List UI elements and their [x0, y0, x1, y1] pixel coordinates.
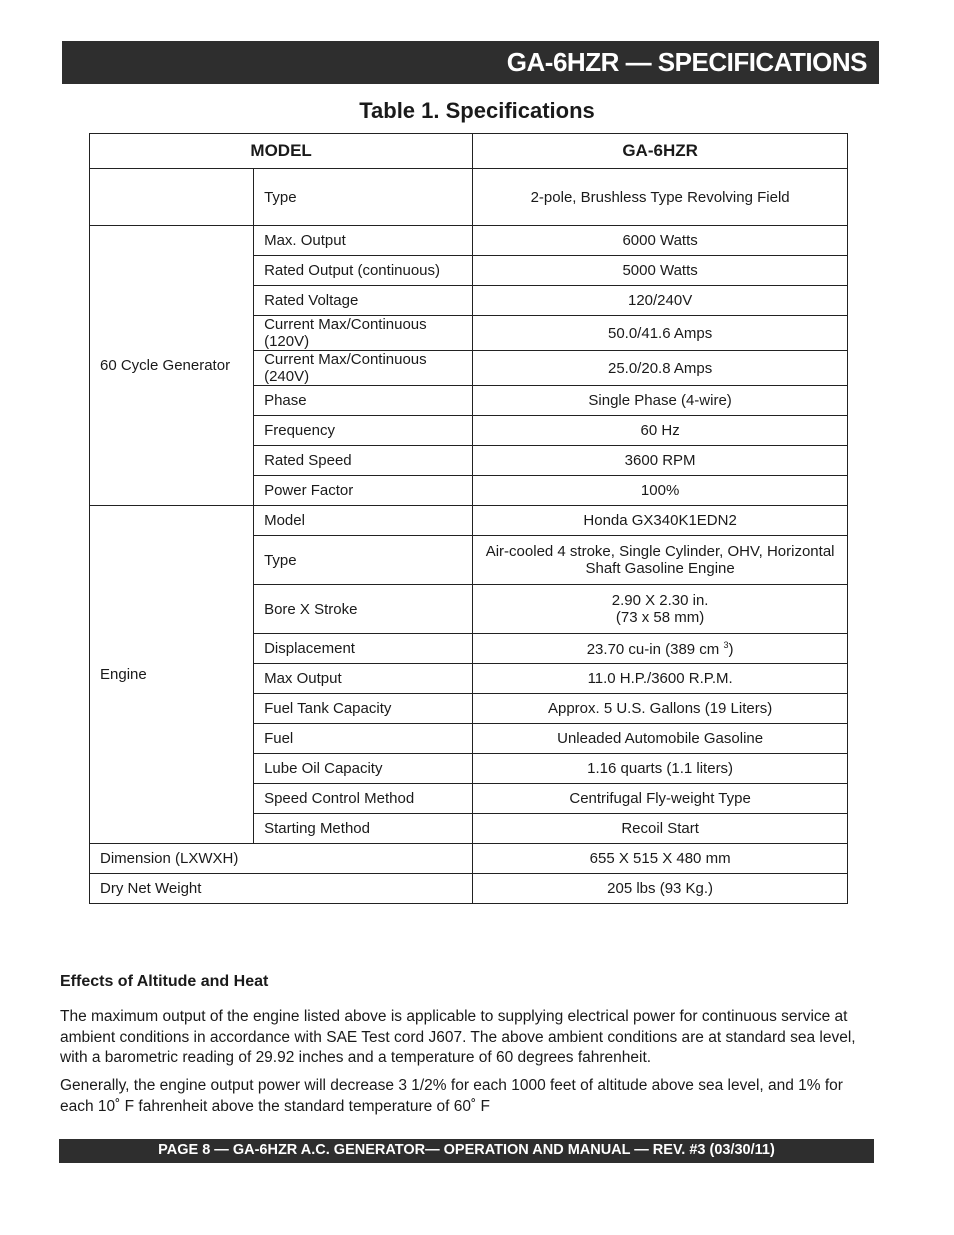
spec-label: Current Max/Continuous (120V) — [254, 316, 473, 351]
spec-value: Centrifugal Fly-weight Type — [473, 784, 848, 814]
specifications-table — [89, 133, 848, 904]
spec-value-line: (73 x 58 mm) — [615, 609, 705, 626]
spec-label: Lube Oil Capacity — [254, 754, 473, 784]
spec-value: Single Phase (4-wire) — [473, 386, 848, 416]
spec-value: 100% — [473, 476, 848, 506]
table-row — [90, 844, 848, 874]
spec-label: Current Max/Continuous (240V) — [254, 351, 473, 386]
section-heading: Effects of Altitude and Heat — [60, 973, 269, 990]
spec-value: 50.0/41.6 Amps — [473, 316, 848, 351]
model-header: MODEL — [90, 134, 473, 169]
table-header-row — [90, 134, 848, 169]
spec-label: Rated Voltage — [254, 286, 473, 316]
spec-value: 25.0/20.8 Amps — [473, 351, 848, 386]
spec-value-line: Shaft Gasoline Engine — [585, 560, 735, 577]
engine-group-label: Engine — [90, 506, 254, 844]
spec-label: Power Factor — [254, 476, 473, 506]
spec-value: 5000 Watts — [473, 256, 848, 286]
paragraph: The maximum output of the engine listed above is applicable to supplying electrical power for continuous service at ambient conditions in accordance with SAE Test cord J607. The above ambient conditions are at standard sea level, with a barometric reading of 29.92 inches and a temperature of 60 degrees fahrenheit. — [60, 1008, 856, 1066]
spec-value-text: 23.70 cu-in (389 cm — [586, 640, 724, 658]
superscript: 3 — [723, 639, 729, 650]
header-bar — [62, 41, 879, 84]
spec-value — [473, 536, 848, 585]
spec-label: Max. Output — [254, 226, 473, 256]
table-row — [90, 169, 848, 226]
spec-value: Recoil Start — [473, 814, 848, 844]
spec-value: Unleaded Automobile Gasoline — [473, 724, 848, 754]
paragraph: Generally, the engine output power will decrease 3 1/2% for each 1000 feet of altitude above sea level, and 1% for each 10˚ F fahrenheit above the standard temperature of 60˚ F — [60, 1077, 843, 1115]
spec-value: 11.0 H.P./3600 R.P.M. — [473, 664, 848, 694]
spec-label: Displacement — [254, 634, 473, 664]
spec-value-text: ) — [728, 640, 734, 658]
empty-group-cell — [90, 169, 254, 226]
spec-label: Starting Method — [254, 814, 473, 844]
spec-value-line: 2.90 X 2.30 in. — [611, 592, 709, 609]
spec-value: 655 X 515 X 480 mm — [473, 844, 848, 874]
footer-bar — [59, 1139, 874, 1163]
spec-value-line: Air-cooled 4 stroke, Single Cylinder, OHV, Horizontal — [485, 543, 835, 560]
spec-label: Type — [254, 536, 473, 585]
spec-label: Bore X Stroke — [254, 585, 473, 634]
generator-group-label: 60 Cycle Generator — [90, 226, 254, 506]
spec-value: 205 lbs (93 Kg.) — [473, 874, 848, 904]
spec-label: Max Output — [254, 664, 473, 694]
table-row — [90, 874, 848, 904]
table-caption: Table 1. Specifications — [359, 98, 595, 123]
spec-value: 3600 RPM — [473, 446, 848, 476]
spec-value — [473, 585, 848, 634]
spec-value — [473, 634, 848, 664]
spec-label: Fuel Tank Capacity — [254, 694, 473, 724]
spec-value: 2-pole, Brushless Type Revolving Field — [473, 169, 848, 226]
spec-value: Approx. 5 U.S. Gallons (19 Liters) — [473, 694, 848, 724]
footer-text: PAGE 8 — GA-6HZR A.C. GENERATOR— OPERATION AND MANUAL — REV. #3 (03/30/11) — [158, 1142, 775, 1158]
spec-value: 60 Hz — [473, 416, 848, 446]
spec-value: Honda GX340K1EDN2 — [473, 506, 848, 536]
table-row — [90, 226, 848, 256]
spec-value: 6000 Watts — [473, 226, 848, 256]
spec-label: Rated Speed — [254, 446, 473, 476]
spec-label: Speed Control Method — [254, 784, 473, 814]
spec-label: Frequency — [254, 416, 473, 446]
spec-label: Dry Net Weight — [90, 874, 473, 904]
page-title: GA-6HZR — SPECIFICATIONS — [506, 47, 867, 77]
spec-label: Rated Output (continuous) — [254, 256, 473, 286]
spec-label: Type — [254, 169, 473, 226]
spec-label: Dimension (LXWXH) — [90, 844, 473, 874]
table-row — [90, 506, 848, 536]
model-value-header: GA-6HZR — [473, 134, 848, 169]
spec-label: Fuel — [254, 724, 473, 754]
spec-label: Phase — [254, 386, 473, 416]
spec-label: Model — [254, 506, 473, 536]
spec-value: 120/240V — [473, 286, 848, 316]
spec-value: 1.16 quarts (1.1 liters) — [473, 754, 848, 784]
